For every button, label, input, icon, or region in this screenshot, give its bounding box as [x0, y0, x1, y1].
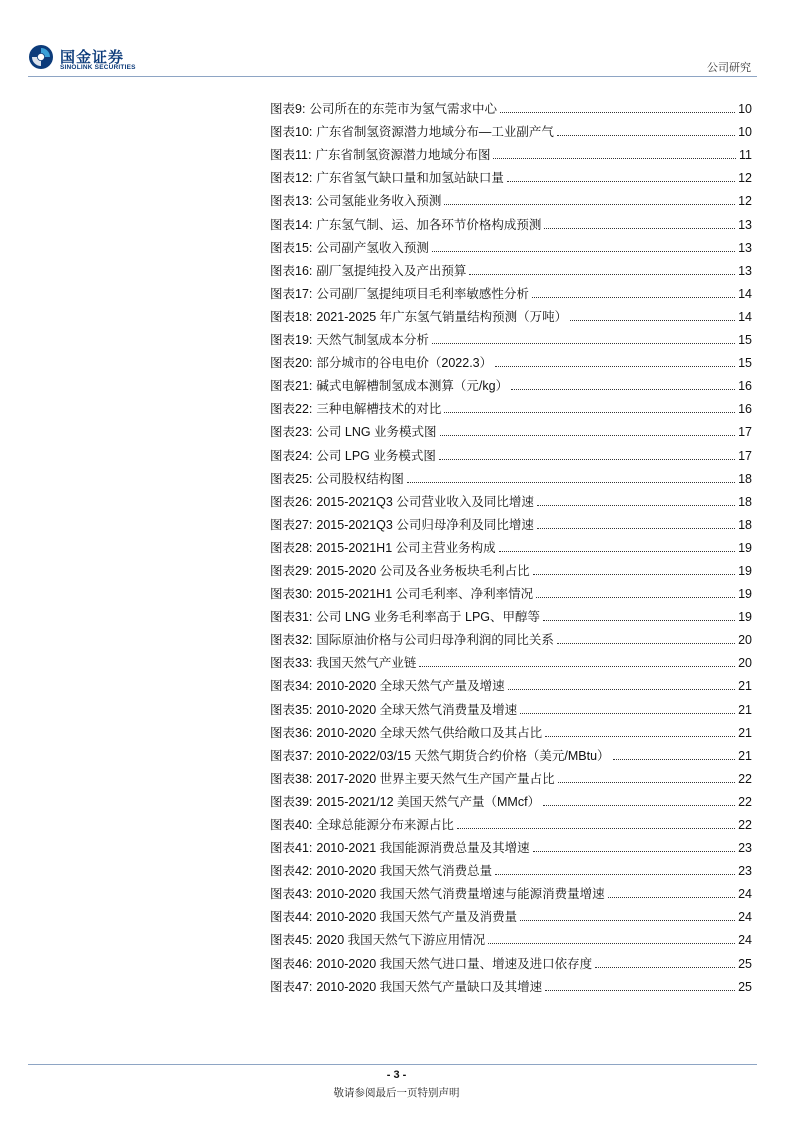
figure-label: 图表36:	[270, 725, 313, 740]
page-ref: 18	[738, 517, 752, 532]
page-ref: 21	[738, 725, 752, 740]
toc-entry[interactable]	[270, 579, 752, 602]
toc-entry[interactable]	[270, 902, 752, 925]
page-ref: 18	[738, 471, 752, 486]
dot-leader	[457, 828, 735, 829]
figure-label: 图表47:	[270, 979, 313, 994]
dot-leader	[537, 528, 735, 529]
figure-label: 图表26:	[270, 494, 313, 509]
toc-entry[interactable]	[270, 648, 752, 671]
page-ref: 12	[738, 194, 752, 209]
toc-entry[interactable]	[270, 602, 752, 625]
figure-title: 2015-2021H1 公司毛利率、净利率情况	[316, 587, 534, 602]
page-ref: 13	[738, 240, 752, 255]
figure-label: 图表9:	[270, 102, 306, 117]
figure-title: 广东省制氢资源潜力地域分布图	[315, 148, 491, 163]
dot-leader	[508, 689, 735, 690]
dot-leader	[533, 574, 735, 575]
figure-label: 图表34:	[270, 679, 313, 694]
figure-label: 图表20:	[270, 356, 313, 371]
figure-label: 图表35:	[270, 702, 313, 717]
sinolink-logo-icon	[28, 44, 54, 70]
figure-label: 图表27:	[270, 517, 313, 532]
figure-label: 图表40:	[270, 818, 313, 832]
page-ref: 13	[738, 263, 752, 278]
figure-label: 图表13:	[270, 194, 313, 209]
figure-title: 2020 我国天然气下游应用情况	[316, 933, 486, 948]
figure-label: 图表28:	[270, 540, 313, 555]
toc-entry[interactable]	[270, 325, 752, 348]
dot-leader	[495, 366, 735, 367]
dot-leader	[595, 967, 735, 968]
dot-leader	[407, 482, 735, 483]
figure-title: 公司氢能业务收入预测	[316, 194, 442, 209]
figure-title: 2010-2020 全球天然气供给敞口及其占比	[316, 725, 543, 740]
toc-entry[interactable]	[270, 787, 752, 810]
page-number: - 3 -	[386, 1069, 407, 1081]
figure-title: 公司副厂氢提纯项目毛利率敏感性分析	[316, 286, 529, 301]
dot-leader	[432, 343, 735, 344]
figure-label: 图表15:	[270, 240, 313, 255]
toc-entry[interactable]	[270, 533, 752, 556]
dot-leader	[495, 874, 735, 875]
figure-label: 图表22:	[270, 402, 313, 417]
page-ref: 24	[738, 887, 752, 902]
page-ref: 24	[738, 933, 752, 948]
section-label: 公司研究	[707, 62, 751, 74]
page-ref: 19	[738, 540, 752, 555]
figure-title: 2010-2022/03/15 天然气期货合约价格（美元/MBtu）	[316, 748, 610, 763]
toc-entry[interactable]	[270, 256, 752, 279]
figure-label: 图表12:	[270, 171, 313, 186]
page-ref: 21	[738, 702, 752, 717]
figure-title: 公司副产氢收入预测	[316, 240, 429, 255]
page-ref: 20	[738, 633, 752, 648]
figure-label: 图表17:	[270, 286, 313, 301]
toc-entry[interactable]	[270, 625, 752, 648]
figure-label: 图表31:	[270, 610, 313, 625]
toc-entry[interactable]	[270, 163, 752, 186]
toc-entry[interactable]	[270, 764, 752, 787]
figure-title: 2015-2021H1 公司主营业务构成	[316, 540, 496, 555]
figure-title: 2010-2021 我国能源消费总量及其增速	[316, 841, 530, 856]
figure-label: 图表42:	[270, 864, 313, 879]
dot-leader	[536, 597, 735, 598]
page-ref: 10	[738, 125, 752, 140]
page-ref: 17	[738, 425, 752, 440]
figure-label: 图表30:	[270, 587, 313, 602]
dot-leader	[543, 620, 735, 621]
page-ref: 16	[738, 379, 752, 394]
dot-leader	[500, 112, 735, 113]
figure-label: 图表41:	[270, 841, 313, 856]
figure-title: 2021-2025 年广东氢气销量结构预测（万吨）	[316, 309, 568, 324]
figure-title: 广东氢气制、运、加各环节价格构成预测	[316, 217, 542, 232]
page-ref: 22	[738, 818, 752, 832]
toc-entry[interactable]	[270, 417, 752, 440]
header-divider	[28, 76, 757, 77]
dot-leader	[488, 943, 735, 944]
figure-title: 公司 LNG 业务模式图	[316, 425, 437, 440]
page-ref: 23	[738, 841, 752, 856]
figure-title: 副厂氢提纯投入及产出预算	[316, 263, 467, 278]
figure-label: 图表19:	[270, 333, 313, 348]
page-ref: 14	[738, 309, 752, 324]
dot-leader	[444, 204, 735, 205]
dot-leader	[608, 897, 735, 898]
figure-label: 图表18:	[270, 309, 313, 324]
dot-leader	[558, 782, 735, 783]
dot-leader	[469, 274, 735, 275]
figure-title: 广东省氢气缺口量和加氢站缺口量	[316, 171, 504, 186]
figure-title: 2010-2020 我国天然气消费量增速与能源消费量增速	[316, 887, 605, 902]
page-ref: 19	[738, 610, 752, 625]
figure-title: 公司 LNG 业务毛利率高于 LPG、甲醇等	[316, 610, 541, 625]
figure-title: 2017-2020 世界主要天然气生产国产量占比	[316, 771, 555, 786]
page-ref: 17	[738, 448, 752, 463]
dot-leader	[493, 158, 736, 159]
figure-label: 图表24:	[270, 448, 313, 463]
toc-entry[interactable]	[270, 209, 752, 232]
toc-entry[interactable]	[270, 556, 752, 579]
figure-label: 图表45:	[270, 933, 313, 948]
page-ref: 25	[738, 956, 752, 971]
figure-title: 2010-2020 我国天然气消费总量	[316, 864, 493, 879]
footer-disclaimer: 敬请参阅最后一页特别声明	[333, 1087, 460, 1099]
page-ref: 11	[739, 148, 752, 163]
brand-logo	[28, 44, 168, 76]
figure-title: 2015-2021Q3 公司营业收入及同比增速	[316, 494, 534, 509]
page-ref: 23	[738, 864, 752, 879]
page-ref: 20	[738, 656, 752, 671]
figure-label: 图表33:	[270, 656, 313, 671]
footer-divider	[28, 1064, 757, 1065]
figure-label: 图表37:	[270, 748, 313, 763]
figure-title: 2010-2020 全球天然气产量及增速	[316, 679, 505, 694]
figure-title: 部分城市的谷电电价（2022.3）	[316, 356, 493, 371]
dot-leader	[520, 920, 735, 921]
figure-title: 2015-2021/12 美国天然气产量（MMcf）	[316, 794, 541, 809]
figure-label: 图表14:	[270, 217, 313, 232]
toc-entry[interactable]	[270, 671, 752, 694]
figure-label: 图表25:	[270, 471, 313, 486]
page-ref: 18	[738, 494, 752, 509]
page-ref: 21	[738, 679, 752, 694]
toc-entry[interactable]	[270, 233, 752, 256]
dot-leader	[432, 251, 735, 252]
dot-leader	[444, 412, 735, 413]
brand-name-cn: 国金证券	[60, 49, 125, 66]
toc-entry[interactable]	[270, 510, 752, 533]
toc-entry[interactable]	[270, 972, 752, 995]
dot-leader	[532, 297, 735, 298]
dot-leader	[544, 228, 735, 229]
toc-entry[interactable]	[270, 394, 752, 417]
figure-title: 2015-2021Q3 公司归母净利及同比增速	[316, 517, 534, 532]
dot-leader	[545, 736, 735, 737]
toc-entry[interactable]	[270, 371, 752, 394]
figure-title: 2010-2020 我国天然气产量缺口及其增速	[316, 979, 543, 994]
figure-label: 图表46:	[270, 956, 313, 971]
figure-label: 图表23:	[270, 425, 313, 440]
toc-entry[interactable]	[270, 440, 752, 463]
figure-title: 全球总能源分布来源占比	[316, 818, 454, 832]
page-ref: 24	[738, 910, 752, 925]
dot-leader	[419, 666, 735, 667]
figure-label: 图表44:	[270, 910, 313, 925]
figure-title: 公司股权结构图	[316, 471, 404, 486]
page-ref: 21	[738, 748, 752, 763]
figure-title: 2010-2020 我国天然气产量及消费量	[316, 910, 518, 925]
figure-label: 图表29:	[270, 563, 313, 578]
page-ref: 22	[738, 771, 752, 786]
page-ref: 14	[738, 286, 752, 301]
figure-label: 图表39:	[270, 794, 313, 809]
page-ref: 15	[738, 356, 752, 371]
figure-title: 广东省制氢资源潜力地域分布—工业副产气	[316, 125, 554, 140]
page-ref: 10	[738, 102, 752, 117]
toc-entry[interactable]	[270, 302, 752, 325]
page-ref: 12	[738, 171, 752, 186]
toc-entry[interactable]	[270, 117, 752, 140]
toc-entry[interactable]	[270, 810, 752, 833]
toc-entry[interactable]	[270, 186, 752, 209]
page-ref: 25	[738, 979, 752, 994]
figure-label: 图表11:	[270, 148, 312, 163]
figure-title: 2010-2020 全球天然气消费量及增速	[316, 702, 518, 717]
figure-title: 我国天然气产业链	[316, 656, 417, 671]
dot-leader	[570, 320, 735, 321]
toc-entry[interactable]	[270, 464, 752, 487]
dot-leader	[440, 435, 736, 436]
figure-title: 天然气制氢成本分析	[316, 333, 429, 348]
dot-leader	[613, 759, 736, 760]
dot-leader	[545, 990, 735, 991]
dot-leader	[439, 459, 735, 460]
page-ref: 22	[738, 794, 752, 809]
figure-label: 图表43:	[270, 887, 313, 902]
brand-name-en: SINOLINK SECURITIES	[60, 64, 136, 71]
toc-entry[interactable]	[270, 741, 752, 764]
toc-entry[interactable]	[270, 140, 752, 163]
dot-leader	[499, 551, 735, 552]
figure-title: 碱式电解槽制氢成本测算（元/kg）	[316, 379, 509, 394]
dot-leader	[520, 713, 735, 714]
toc-entry[interactable]	[270, 487, 752, 510]
dot-leader	[533, 851, 735, 852]
dot-leader	[557, 643, 735, 644]
figure-label: 图表21:	[270, 379, 313, 394]
figure-title: 三种电解槽技术的对比	[316, 402, 442, 417]
figure-label: 图表32:	[270, 633, 313, 648]
toc-entry[interactable]	[270, 279, 752, 302]
dot-leader	[511, 389, 735, 390]
toc-entry[interactable]	[270, 879, 752, 902]
toc-entry[interactable]	[270, 833, 752, 856]
toc-entry[interactable]	[270, 694, 752, 717]
page-ref: 16	[738, 402, 752, 417]
page-ref: 15	[738, 333, 752, 348]
figure-title: 国际原油价格与公司归母净利润的同比关系	[316, 633, 554, 648]
page-ref: 19	[738, 563, 752, 578]
figure-title: 2010-2020 我国天然气进口量、增速及进口依存度	[316, 956, 593, 971]
toc-entry[interactable]	[270, 856, 752, 879]
toc-entry[interactable]	[270, 348, 752, 371]
dot-leader	[557, 135, 735, 136]
toc-entry[interactable]	[270, 718, 752, 741]
dot-leader	[543, 805, 735, 806]
dot-leader	[507, 181, 735, 182]
figure-index-list	[270, 94, 752, 995]
toc-entry[interactable]	[270, 94, 752, 117]
page-ref: 19	[738, 587, 752, 602]
dot-leader	[537, 505, 735, 506]
figure-label: 图表10:	[270, 125, 313, 140]
page-ref: 13	[738, 217, 752, 232]
figure-title: 2015-2020 公司及各业务板块毛利占比	[316, 563, 530, 578]
page-header	[0, 0, 793, 80]
figure-title: 公司所在的东莞市为氢气需求中心	[309, 102, 497, 117]
figure-label: 图表16:	[270, 263, 313, 278]
toc-entry[interactable]	[270, 948, 752, 971]
toc-entry[interactable]	[270, 925, 752, 948]
figure-label: 图表38:	[270, 771, 313, 786]
figure-title: 公司 LPG 业务模式图	[316, 448, 436, 463]
